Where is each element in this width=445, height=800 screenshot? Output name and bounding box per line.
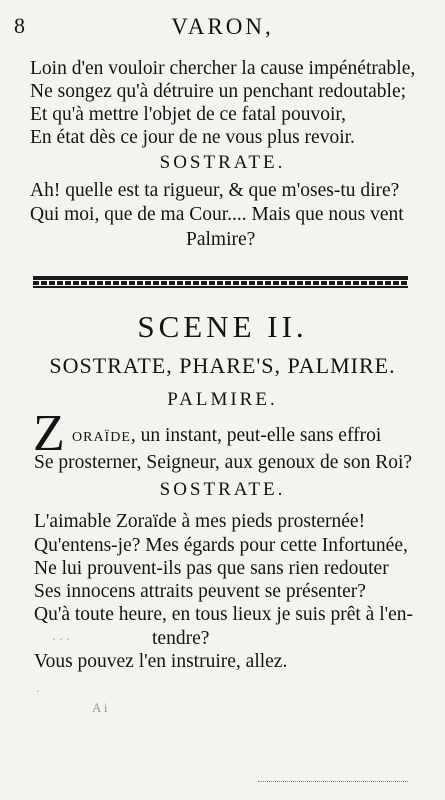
verse-line: Ne lui prouvent-ils pas que sans rien redouter bbox=[34, 558, 389, 579]
verse-line: L'aimable Zoraïde à mes pieds prosternée! bbox=[34, 511, 366, 532]
signature-mark: A i bbox=[92, 700, 108, 715]
verse-line: Se prosterner, Seigneur, aux genoux de son Roi? bbox=[34, 452, 413, 473]
page-number: 8 bbox=[14, 13, 25, 38]
speaker-name: PALMIRE. bbox=[167, 389, 278, 410]
verse-line: Ses innocens attraits peuvent se présenter? bbox=[34, 581, 366, 602]
first-line-rest: , un instant, peut-elle sans effroi bbox=[130, 425, 382, 446]
verse-line: Vous pouvez l'en instruire, allez. bbox=[34, 651, 288, 672]
scene-characters: SOSTRATE, PHARE'S, PALMIRE. bbox=[49, 353, 396, 378]
footer-mark bbox=[258, 781, 408, 783]
speaker-name: SOSTRATE. bbox=[159, 152, 286, 173]
bleed-through-mark: · · · bbox=[52, 632, 70, 646]
verse-line bbox=[72, 425, 381, 447]
speaker-name: SOSTRATE. bbox=[159, 479, 286, 500]
verse-line: Qu'à toute heure, en tous lieux je suis prêt à l'en- bbox=[34, 604, 414, 625]
verse-line: Ne songez qu'à détruire un penchant redoutable; bbox=[30, 81, 407, 102]
bleed-through-mark: · bbox=[36, 684, 40, 698]
verse-line: En état dès ce jour de ne vous plus revoir. bbox=[30, 127, 355, 148]
verse-line: Ah! quelle est ta rigueur, & que m'oses-tu dire? bbox=[30, 180, 400, 201]
verse-line: Palmire? bbox=[186, 229, 256, 250]
verse-line: Qu'entens-je? Mes égards pour cette Infortunée, bbox=[34, 535, 408, 556]
verse-line: tendre? bbox=[152, 628, 210, 649]
running-title: VARON, bbox=[171, 14, 274, 39]
first-word: oraïde bbox=[72, 425, 131, 446]
verse-line: Et qu'à mettre l'objet de ce fatal pouvoir, bbox=[30, 104, 346, 125]
ornamental-rule bbox=[33, 276, 408, 288]
scene-heading: SCENE II. bbox=[137, 309, 308, 344]
verse-line: Loin d'en vouloir chercher la cause impénétrable, bbox=[30, 58, 416, 79]
verse-line: Qui moi, que de ma Cour.... Mais que nous vent bbox=[30, 204, 404, 225]
drop-cap: Z bbox=[33, 405, 65, 462]
